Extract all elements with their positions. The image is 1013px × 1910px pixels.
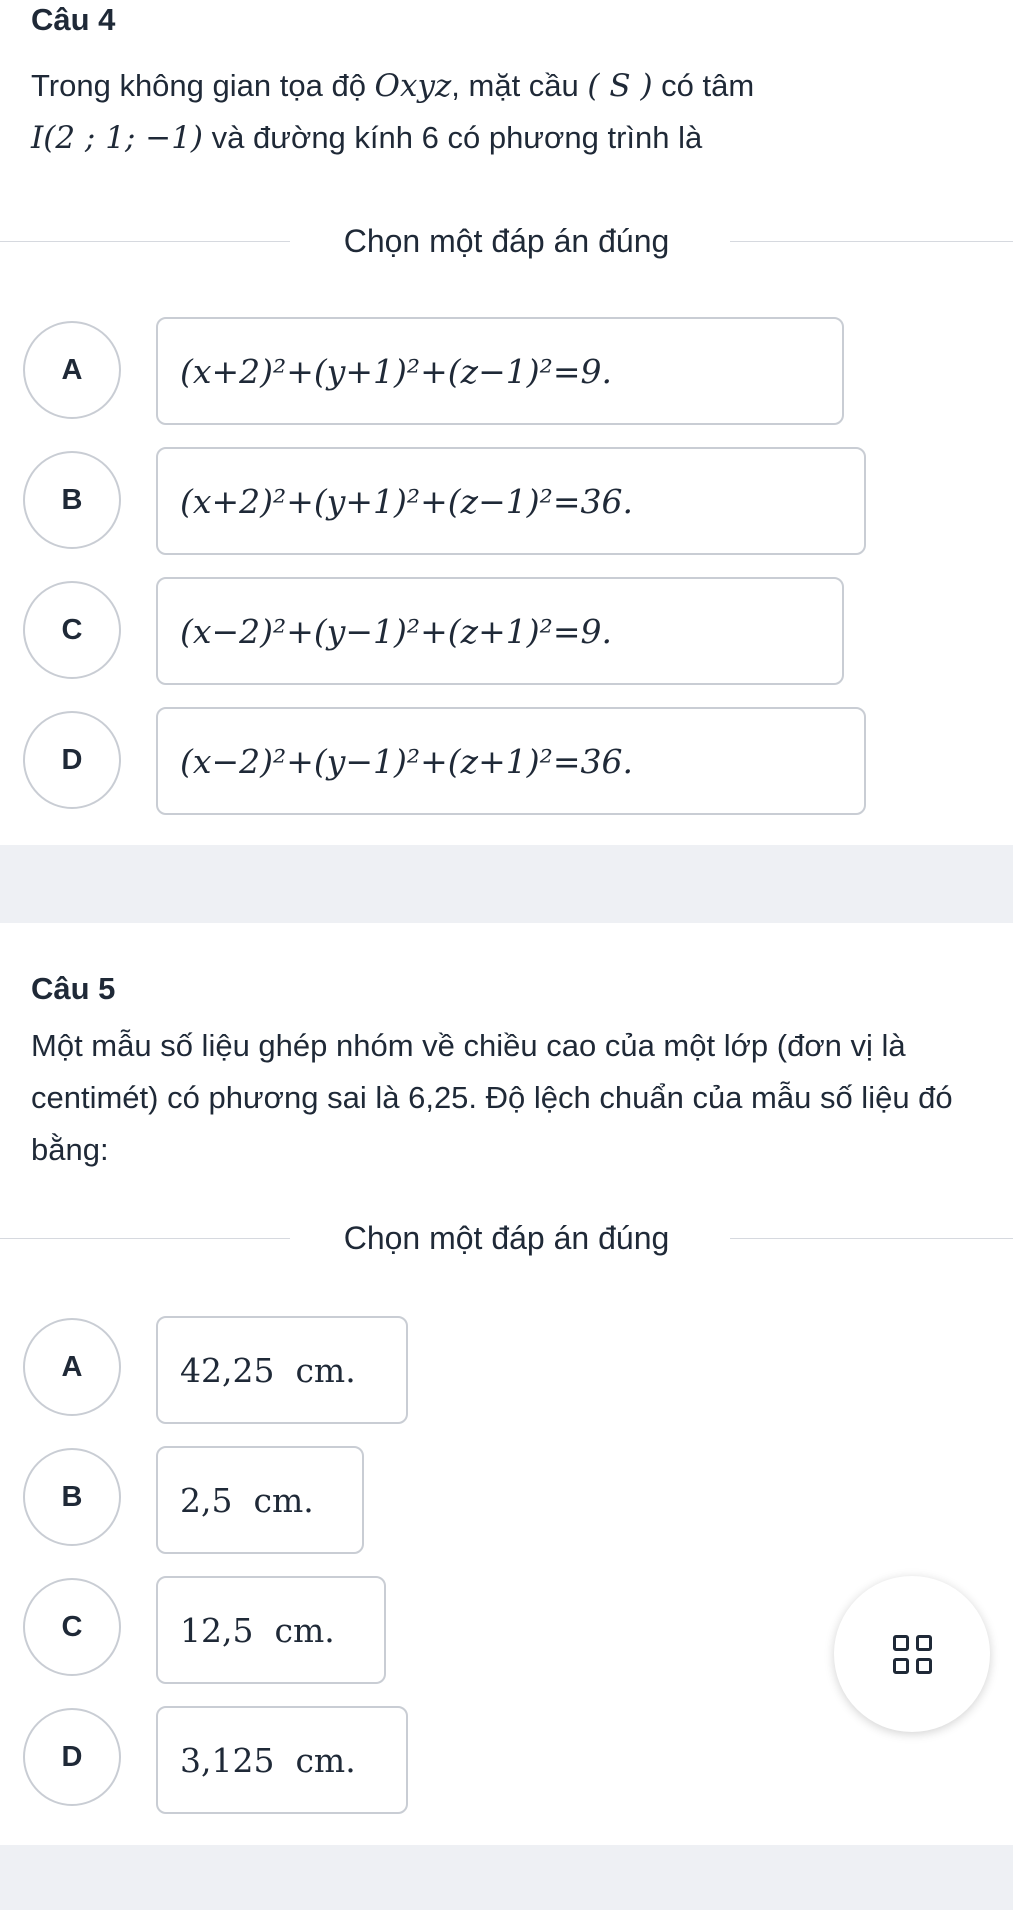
choose-divider (0, 221, 1013, 261)
choose-label: Chọn một đáp án đúng (343, 223, 670, 259)
option-a-answer[interactable]: (x+2)²+(y+1)²+(z−1)²=9. (156, 317, 844, 425)
option-a-radio[interactable]: A (23, 321, 121, 419)
option-b-radio[interactable]: B (23, 1448, 121, 1546)
option-a-radio[interactable]: A (23, 1318, 121, 1416)
question-text: Một mẫu số liệu ghép nhóm về chiều cao của một lớp (đơn vị là centimét) có phương sai là 6,25. Độ lệch chuẩn của mẫu số liệu đó bằng: (31, 1028, 953, 1167)
card-separator (0, 845, 1013, 923)
option-d-answer[interactable]: 3,125 cm. (156, 1706, 408, 1814)
option-c-answer[interactable]: 12,5 cm. (156, 1576, 386, 1684)
option-d-answer[interactable]: (x−2)²+(y−1)²+(z+1)²=36. (156, 707, 866, 815)
bottom-separator (0, 1845, 1013, 1910)
grid-icon (893, 1635, 932, 1674)
question-title: Câu 5 (31, 971, 116, 1006)
question-card-4 (0, 0, 1013, 845)
question-grid-button[interactable] (834, 1576, 990, 1732)
choose-divider (0, 1218, 1013, 1258)
option-c-answer[interactable]: (x−2)²+(y−1)²+(z+1)²=9. (156, 577, 844, 685)
option-a-answer[interactable]: 42,25 cm. (156, 1316, 408, 1424)
option-d-radio[interactable]: D (23, 1708, 121, 1806)
option-c-radio[interactable]: C (23, 1578, 121, 1676)
option-b-answer[interactable]: (x+2)²+(y+1)²+(z−1)²=36. (156, 447, 866, 555)
option-b-radio[interactable]: B (23, 451, 121, 549)
option-d-radio[interactable]: D (23, 711, 121, 809)
option-c-radio[interactable]: C (23, 581, 121, 679)
question-text: Trong không gian tọa độ Oxyz, mặt cầu ( S ) có tâm I(2 ; 1; −1) và đường kính 6 có phương trình là (31, 68, 755, 156)
question-title: Câu 4 (31, 2, 116, 37)
choose-label: Chọn một đáp án đúng (343, 1220, 670, 1256)
option-b-answer[interactable]: 2,5 cm. (156, 1446, 364, 1554)
